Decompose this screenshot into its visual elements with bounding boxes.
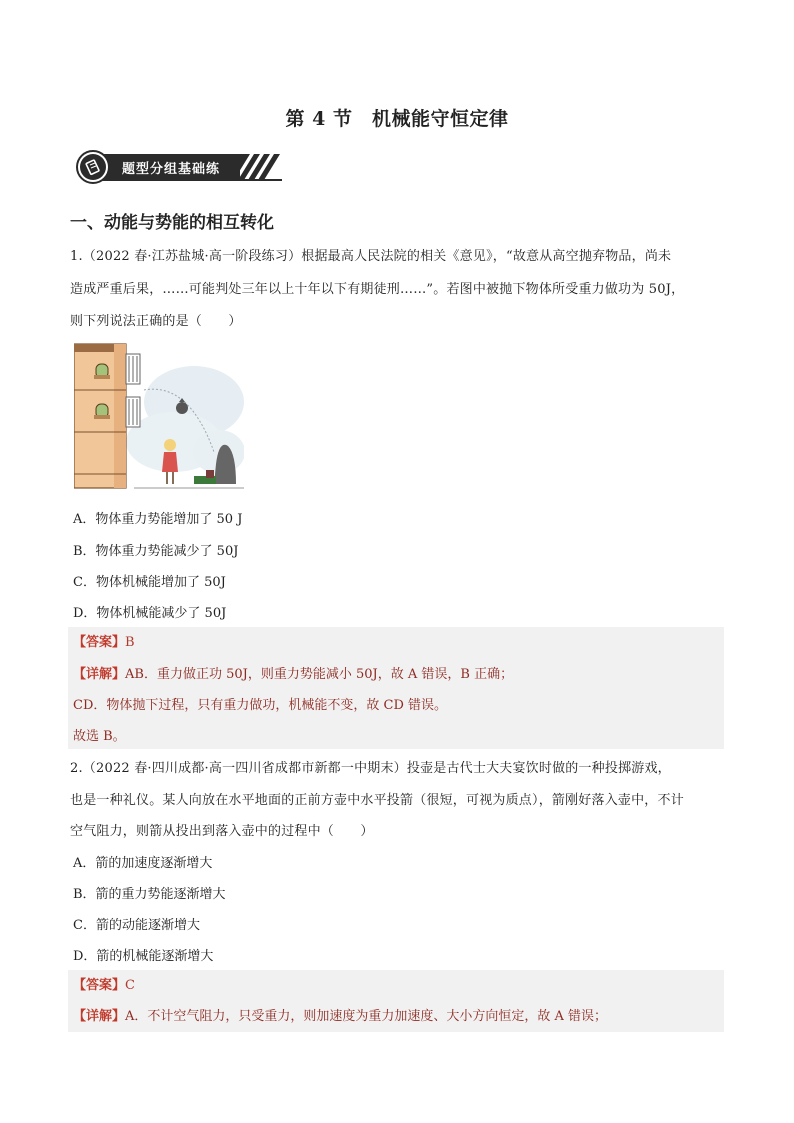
- question-stem-line: 造成严重后果，……可能判处三年以上十年以下有期徒刑……”。若图中被抛下物体所受重力做功为 50J，: [70, 282, 685, 297]
- answer-value: C: [125, 978, 135, 993]
- question-stem-line: 则下列说法正确的是（ ）: [70, 314, 242, 329]
- answer-line: [73, 634, 135, 652]
- illustration-falling-bag: [74, 342, 244, 494]
- detail-line: [73, 666, 513, 684]
- answer-block: [68, 970, 724, 1032]
- question-stem-line: 2.（2022 春·四川成都·高一四川省成都市新都一中期末）投壶是古代士大夫宴饮时做的一种投掷游戏，: [70, 761, 671, 776]
- option-c: C．物体机械能增加了 50J: [73, 575, 226, 590]
- answer-value: B: [125, 635, 135, 650]
- option-c: C．箭的动能逐渐增大: [73, 918, 200, 933]
- question-stem-line: 1.（2022 春·江苏盐城·高一阶段练习）根据最高人民法院的相关《意见》，“故意从高空抛弃物品，尚未: [70, 249, 672, 264]
- option-b: B．物体重力势能减少了 50J: [73, 544, 239, 559]
- option-a: A．物体重力势能增加了 50 J: [73, 512, 243, 527]
- page-title: 第 4 节 机械能守恒定律: [285, 108, 509, 130]
- banner-label: 题型分组基础练: [122, 162, 221, 177]
- detail-line: [73, 1008, 607, 1026]
- detail-line: 故选 B。: [73, 729, 126, 744]
- pen-icon: [85, 158, 101, 180]
- detail-text: A．不计空气阻力，只受重力，则加速度为重力加速度、大小方向恒定，故 A 错误；: [125, 1009, 608, 1024]
- option-a: A．箭的加速度逐渐增大: [73, 856, 213, 871]
- detail-line: CD．物体抛下过程，只有重力做功，机械能不变，故 CD 错误。: [73, 698, 448, 713]
- option-b: B．箭的重力势能逐渐增大: [73, 887, 226, 902]
- answer-tag: 【答案】: [73, 978, 126, 993]
- answer-tag: 【答案】: [73, 635, 126, 650]
- section-banner: [76, 150, 286, 184]
- section-heading: 一、动能与势能的相互转化: [70, 213, 274, 233]
- option-d: D．物体机械能减少了 50J: [73, 606, 227, 621]
- option-d: D．箭的机械能逐渐增大: [73, 949, 214, 964]
- answer-block: [68, 627, 724, 749]
- detail-tag: 【详解】: [73, 667, 126, 682]
- detail-text: AB．重力做正功 50J，则重力势能减小 50J，故 A 错误，B 正确；: [125, 667, 514, 682]
- question-stem-line: 空气阻力，则箭从投出到落入壶中的过程中（ ）: [70, 824, 374, 839]
- detail-tag: 【详解】: [73, 1009, 126, 1024]
- answer-line: [73, 977, 135, 995]
- question-stem-line: 也是一种礼仪。某人向放在水平地面的正前方壶中水平投箭（很短，可视为质点），箭刚好落入壶中，不计: [70, 793, 684, 808]
